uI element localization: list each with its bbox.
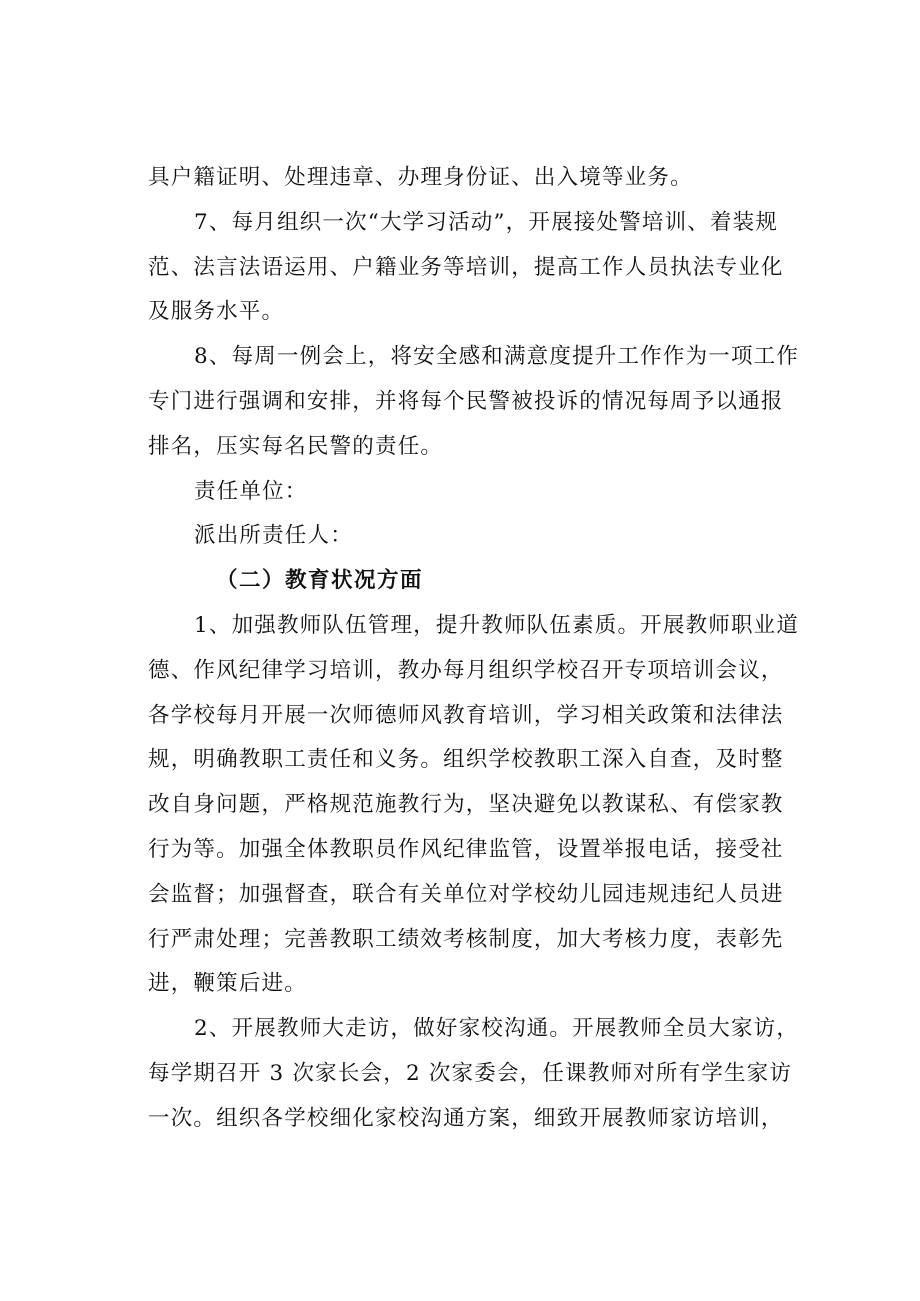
text-line: 进，鞭策后进。 [148, 971, 307, 997]
paragraph-education-item-1 [148, 604, 808, 1007]
text-line: 排名，压实每名民警的责任。 [148, 433, 444, 459]
section-title: （二）教育状况方面 [216, 568, 424, 594]
text-line: 规，明确教职工责任和义务。组织学校教职工深入自查，及时整 [148, 747, 784, 773]
police-station-responsible-person-label [148, 514, 808, 559]
text-line: 一次。组织各学校细化家校沟通方案，细致开展教师家访培训， [148, 1105, 784, 1131]
text-line: 每学期召开 3 次家长会，2 次家委会，任课教师对所有学生家访 [148, 1060, 793, 1086]
text-line: 德、作风纪律学习培训，教办每月组织学校召开专项培训会议， [148, 657, 784, 683]
text-line: 范、法言法语运用、户籍业务等培训，提高工作人员执法专业化 [148, 254, 784, 280]
paragraph-education-item-2 [148, 1007, 808, 1141]
text-line: 各学校每月开展一次师德师风教育培训，学习相关政策和法律法 [148, 702, 784, 728]
paragraph-item-7 [148, 201, 808, 335]
document-body [148, 156, 808, 1142]
text-line: 具户籍证明、处理违章、办理身份证、出入境等业务。 [148, 165, 693, 190]
text-line: 专门进行强调和安排，并将每个民警被投诉的情况每周予以通报 [148, 388, 784, 414]
text-line: 行为等。加强全体教职员作风纪律监管，设置举报电话，接受社 [148, 836, 784, 862]
text-line: 2、开展教师大走访，做好家校沟通。开展教师全员大家访， [194, 1016, 800, 1042]
text-line: 7、每月组织一次“大学习活动”，开展接处警培训、着装规 [194, 209, 779, 235]
text-line: 及服务水平。 [148, 299, 285, 325]
section-heading-education [148, 559, 808, 604]
text-line: 1、加强教师队伍管理，提升教师队伍素质。开展教师职业道 [194, 612, 800, 638]
text-line: 改自身问题，严格规范施教行为，坚决避免以教谋私、有偿家教 [148, 792, 784, 818]
text-line: 会监督；加强督查，联合有关单位对学校幼儿园违规违纪人员进 [148, 881, 784, 907]
paragraph-household-services-end [148, 156, 808, 201]
text-line: 行严肃处理；完善教职工绩效考核制度，加大考核力度，表彰先 [148, 926, 784, 952]
text-line: 派出所责任人： [194, 523, 353, 549]
paragraph-item-8 [148, 335, 808, 469]
text-line: 责任单位： [194, 478, 308, 504]
responsible-unit-label [148, 470, 808, 515]
text-line: 8、每周一例会上，将安全感和满意度提升工作作为一项工作 [194, 344, 800, 370]
